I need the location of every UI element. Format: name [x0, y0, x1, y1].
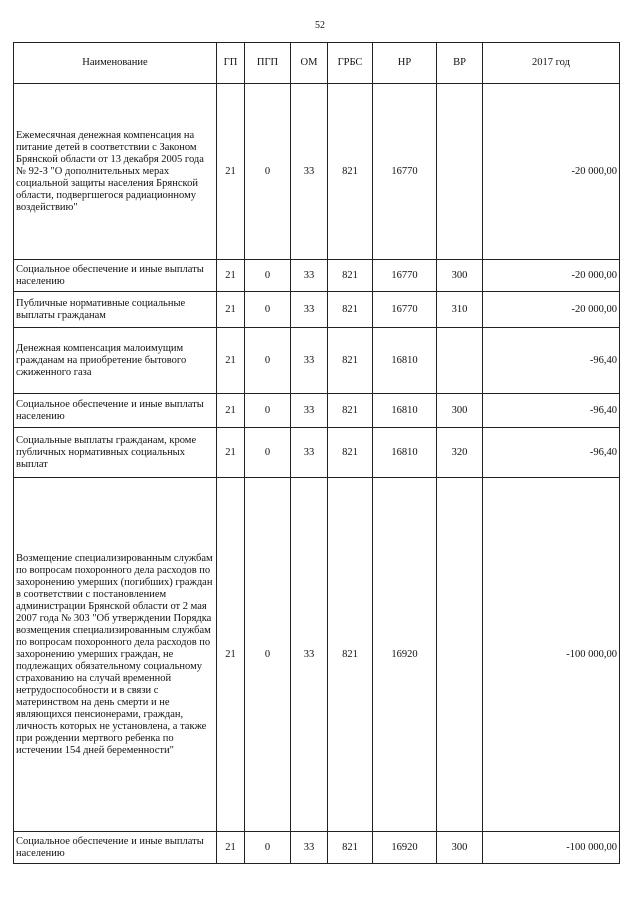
row-pgp: 0: [245, 394, 291, 428]
row-sum: -96,40: [483, 328, 620, 394]
row-name: Ежемесячная денежная компенсация на питание детей в соответствии с Законом Брянской области от 13 декабря 2005 года № 92-З "О дополнительных мерах социальной защиты населения Брянской области, подвергшегося радиационному воздействию": [14, 84, 217, 260]
row-nr: 16920: [373, 478, 437, 832]
row-om: 33: [291, 328, 328, 394]
row-vr: 320: [437, 428, 483, 478]
row-sum: -20 000,00: [483, 292, 620, 328]
row-name: Социальное обеспечение и иные выплаты населению: [14, 832, 217, 864]
row-om: 33: [291, 292, 328, 328]
row-nr: 16770: [373, 292, 437, 328]
row-pgp: 0: [245, 328, 291, 394]
row-pgp: 0: [245, 478, 291, 832]
table-row: [14, 394, 620, 428]
row-nr: 16770: [373, 84, 437, 260]
row-gp: 21: [217, 84, 245, 260]
row-gp: 21: [217, 328, 245, 394]
row-vr: 310: [437, 292, 483, 328]
row-vr: 300: [437, 832, 483, 864]
row-om: 33: [291, 832, 328, 864]
row-gp: 21: [217, 428, 245, 478]
row-pgp: 0: [245, 428, 291, 478]
row-grbs: 821: [328, 832, 373, 864]
row-vr: 300: [437, 260, 483, 292]
header-om: ОМ: [291, 43, 328, 84]
row-pgp: 0: [245, 292, 291, 328]
row-grbs: 821: [328, 84, 373, 260]
row-nr: 16770: [373, 260, 437, 292]
row-name: Возмещение специализированным службам по вопросам похоронного дела расходов по захоронению умерших (погибших) граждан в соответствии с постановлением администрации Брянской области от 2 мая 2007 года № 303 "Об утверждении Порядка возмещения специализированным службам по вопросам похоронного дела расходов по захоронению умерших граждан, не подлежащих обязательному социальному страхованию на случай временной нетрудоспособности и в связи с материнством на день смерти и не являющихся пенсионерами, граждан, личность которых не установлена, а также при рождении мертвого ребенка по истечении 154 дней беременности": [14, 478, 217, 832]
table-row: [14, 292, 620, 328]
header-vr: ВР: [437, 43, 483, 84]
row-name: Денежная компенсация малоимущим гражданам на приобретение бытового сжиженного газа: [14, 328, 217, 394]
row-nr: 16810: [373, 428, 437, 478]
table-row: [14, 478, 620, 832]
row-sum: -100 000,00: [483, 478, 620, 832]
table-row: [14, 832, 620, 864]
table-header-row: [14, 43, 620, 84]
row-sum: -96,40: [483, 394, 620, 428]
table-row: [14, 328, 620, 394]
row-name: Социальные выплаты гражданам, кроме публичных нормативных социальных выплат: [14, 428, 217, 478]
table-row: [14, 260, 620, 292]
row-name: Публичные нормативные социальные выплаты гражданам: [14, 292, 217, 328]
row-grbs: 821: [328, 428, 373, 478]
header-grbs: ГРБС: [328, 43, 373, 84]
row-grbs: 821: [328, 478, 373, 832]
row-grbs: 821: [328, 260, 373, 292]
row-om: 33: [291, 84, 328, 260]
row-om: 33: [291, 394, 328, 428]
row-sum: -100 000,00: [483, 832, 620, 864]
row-name: Социальное обеспечение и иные выплаты населению: [14, 394, 217, 428]
row-om: 33: [291, 428, 328, 478]
row-gp: 21: [217, 832, 245, 864]
row-gp: 21: [217, 478, 245, 832]
header-pgp: ПГП: [245, 43, 291, 84]
table-row: [14, 84, 620, 260]
row-vr: [437, 478, 483, 832]
row-vr: [437, 84, 483, 260]
row-sum: -96,40: [483, 428, 620, 478]
row-gp: 21: [217, 260, 245, 292]
budget-table: [13, 42, 620, 864]
row-om: 33: [291, 260, 328, 292]
row-pgp: 0: [245, 832, 291, 864]
row-nr: 16810: [373, 328, 437, 394]
row-gp: 21: [217, 394, 245, 428]
table-row: [14, 428, 620, 478]
row-vr: 300: [437, 394, 483, 428]
header-nr: НР: [373, 43, 437, 84]
row-vr: [437, 328, 483, 394]
row-nr: 16810: [373, 394, 437, 428]
row-name: Социальное обеспечение и иные выплаты населению: [14, 260, 217, 292]
row-pgp: 0: [245, 260, 291, 292]
row-gp: 21: [217, 292, 245, 328]
row-sum: -20 000,00: [483, 260, 620, 292]
row-pgp: 0: [245, 84, 291, 260]
header-name: Наименование: [14, 43, 217, 84]
row-nr: 16920: [373, 832, 437, 864]
row-grbs: 821: [328, 394, 373, 428]
row-grbs: 821: [328, 328, 373, 394]
page-number: 52: [315, 20, 325, 31]
row-om: 33: [291, 478, 328, 832]
row-sum: -20 000,00: [483, 84, 620, 260]
header-gp: ГП: [217, 43, 245, 84]
header-year: 2017 год: [483, 43, 620, 84]
row-grbs: 821: [328, 292, 373, 328]
